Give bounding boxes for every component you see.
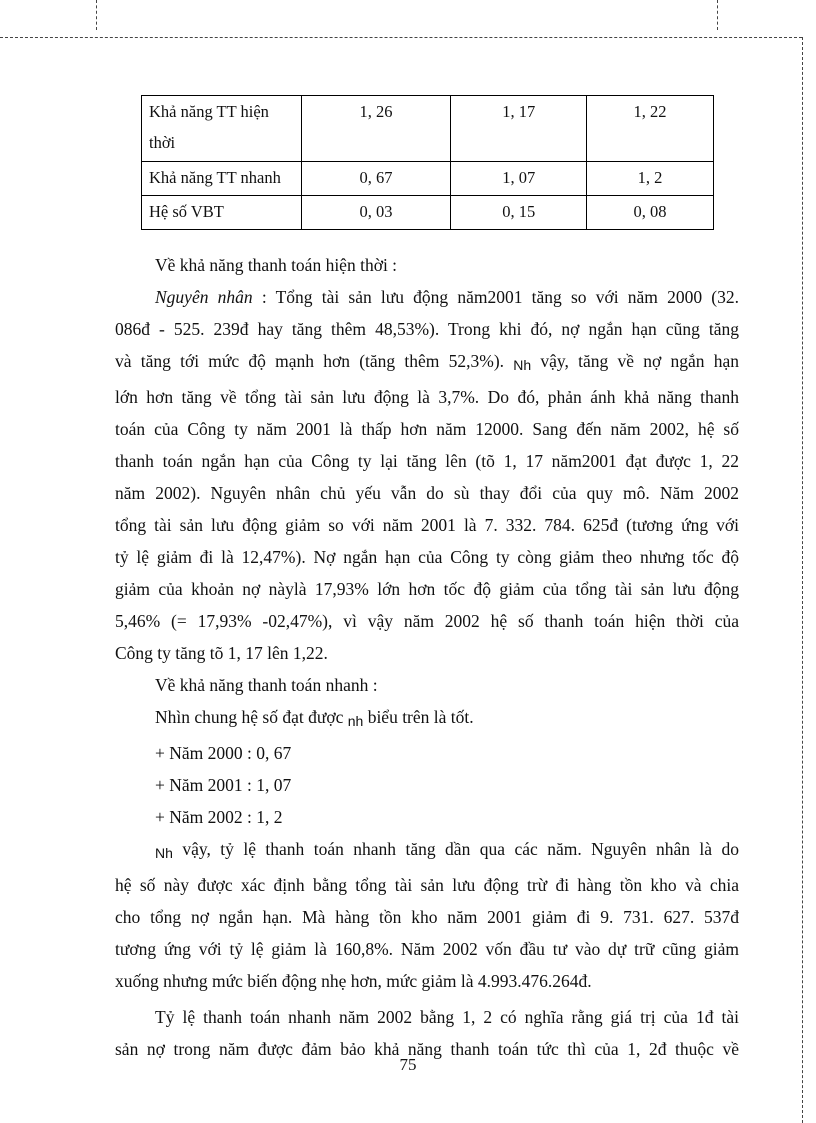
text-line: toán của Công ty năm 2001 là thấp hơn năm 12000. Sang đến năm 2002, hệ số (115, 419, 739, 439)
crop-mark-left (96, 0, 97, 30)
italic-lead: Nguyên nhân (155, 287, 253, 307)
list-item: + Năm 2001 : 1, 07 (155, 775, 292, 795)
text-span: vậy, tăng về nợ ngắn hạn (531, 351, 739, 371)
text-span: và tăng tới mức độ mạnh hơn (tăng thêm 52,3%). (115, 351, 505, 371)
text-line: xuống nhưng mức biến động nhẹ hơn, mức giảm là 4.993.476.264đ. (115, 971, 592, 991)
text-line: tổng tài sản lưu động giảm so với năm 2001 là 7. 332. 784. 625đ (tương ứng với (115, 515, 739, 535)
text-line: Công ty tăng tõ 1, 17 lên 1,22. (115, 643, 328, 663)
paragraph-current-ratio (115, 281, 739, 669)
text-line: tương ứng với tỷ lệ giảm là 160,8%. Năm 2002 vốn đầu tư vào dự trữ cũng giảm (115, 939, 739, 959)
text-line: sản nợ trong năm được đảm bảo khả năng thanh toán tức thì của 1, 2đ thuộc về (115, 1039, 739, 1059)
text-line: thanh toán ngắn hạn của Công ty lại tăng lên (tõ 1, 17 năm2001 đạt được 1, 22 (115, 451, 739, 471)
heading-current-ratio: Về khả năng thanh toán hiện thời : (155, 255, 398, 275)
table-row (142, 96, 714, 162)
text-line: 5,46% (= 17,93% -02,47%), vì vậy năm 2002 hệ số thanh toán hiện thời của (115, 611, 739, 631)
text-line: hệ số này được xác định bằng tổng tài sản lưu động trừ đi hàng tồn kho và chia (115, 875, 739, 895)
text-line: cho tổng nợ ngắn hạn. Mà hàng tồn kho năm 2001 giảm đi 9. 731. 627. 537đ (115, 907, 739, 927)
text-line: tỷ lệ giảm đi là 12,47%). Nợ ngắn hạn của Công ty còng giảm theo nhưng tốc độ (115, 547, 739, 567)
text-span: : Tổng tài sản lưu động năm2001 tăng so với năm 2000 (32. (252, 287, 739, 307)
heading-quick-ratio: Về khả năng thanh toán nhanh : (155, 675, 378, 695)
stray-glyph: Nh (513, 357, 532, 373)
ratio-table (141, 95, 714, 230)
body-text (115, 249, 739, 1065)
page-frame-right (802, 37, 803, 1123)
table-row (142, 196, 714, 230)
list-item: + Năm 2000 : 0, 67 (155, 743, 292, 763)
text-line: giảm của khoản nợ nàylà 17,93% lớn hơn tốc độ giảm của tổng tài sản lưu động (115, 579, 739, 599)
table-cell: 1, 26 (301, 96, 451, 162)
table-cell: 1, 2 (587, 162, 714, 196)
table-cell: 1, 22 (587, 96, 714, 162)
table-cell: 1, 17 (451, 96, 587, 162)
table-cell: 0, 03 (301, 196, 451, 230)
row-label: Hệ số VBT (142, 196, 302, 230)
row-label: Khả năng TT hiện thời (142, 96, 302, 162)
table-cell: 0, 15 (451, 196, 587, 230)
page-number: 75 (399, 1055, 417, 1074)
text-line: 086đ - 525. 239đ hay tăng thêm 48,53%). Trong khi đó, nợ ngắn hạn cũng tăng (115, 319, 739, 339)
stray-glyph: Nh (155, 845, 173, 861)
crop-mark-right (717, 0, 718, 30)
text-span: Nhìn chung hệ số đạt được (155, 707, 344, 727)
table-cell: 1, 07 (451, 162, 587, 196)
text-line: năm 2002). Nguyên nhân chủ yếu vẫn do sù thay đổi của quy mô. Năm 2002 (115, 483, 739, 503)
table-row (142, 162, 714, 196)
page-frame-top (0, 37, 802, 38)
list-item: + Năm 2002 : 1, 2 (155, 807, 283, 827)
text-span: biểu trên là tốt. (363, 707, 474, 727)
text-line: Tỷ lệ thanh toán nhanh năm 2002 bằng 1, 2 có nghĩa rằng giá trị của 1đ tài (155, 1007, 739, 1027)
text-line: lớn hơn tăng về tổng tài sản lưu động là 3,7%. Do đó, phản ánh khả năng thanh (115, 387, 739, 407)
text-line (115, 281, 739, 313)
stray-glyph: nh (347, 713, 364, 729)
text-span: vậy, tỷ lệ thanh toán nhanh tăng dần qua các năm. Nguyên nhân là do (172, 839, 739, 859)
text-line (115, 345, 739, 381)
text-line (115, 833, 739, 869)
paragraph-quick-ratio (115, 833, 739, 997)
text-line (115, 701, 739, 737)
table-cell: 0, 08 (587, 196, 714, 230)
row-label: Khả năng TT nhanh (142, 162, 302, 196)
table-cell: 0, 67 (301, 162, 451, 196)
